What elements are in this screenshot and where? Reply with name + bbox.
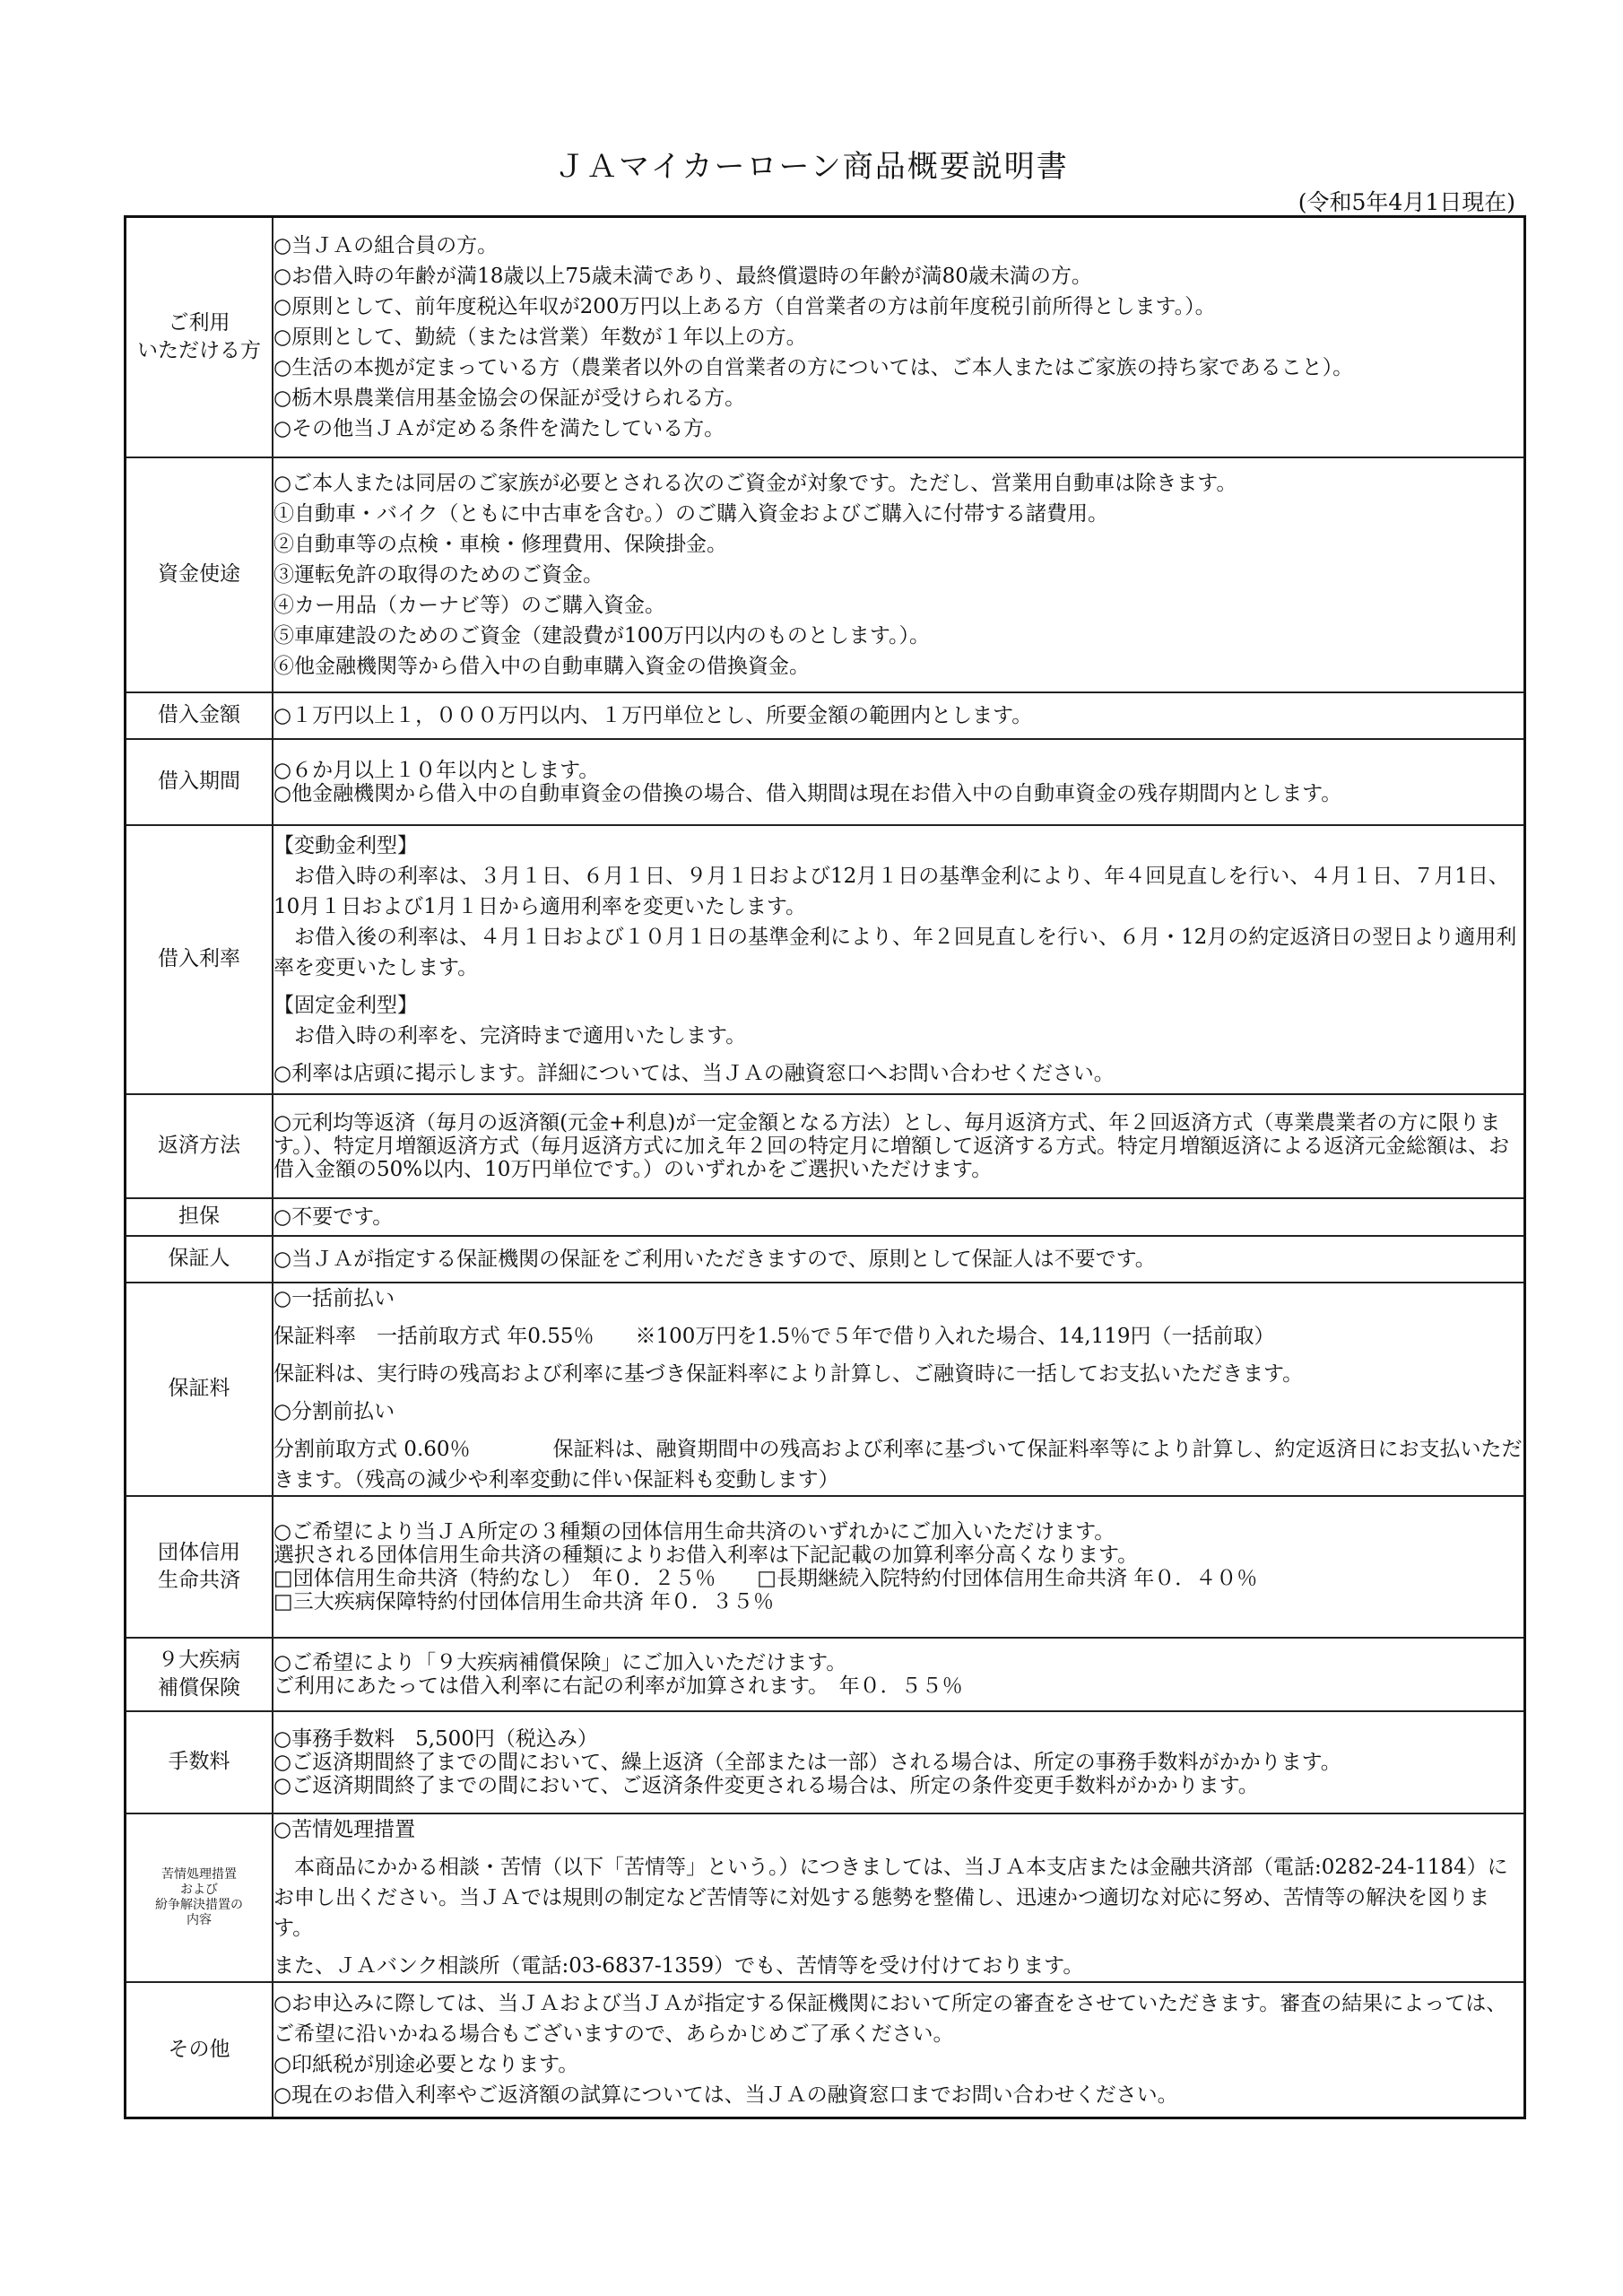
row-content xyxy=(273,1094,1525,1198)
content-line: ○不要です。 xyxy=(273,1205,394,1229)
content-line: □三大疾病保障特約付団体信用生命共済 年０．３５％ xyxy=(273,1589,775,1613)
content-line: ⑥他金融機関等から借入中の自動車購入資金の借換資金。 xyxy=(273,654,810,678)
label-text: いただける方 xyxy=(137,338,261,362)
content-line: ○ご返済期間終了までの間において、ご返済条件変更される場合は、所定の条件変更手数料がかかります。 xyxy=(273,1773,1259,1797)
content-line: ○元利均等返済（毎月の返済額(元金+利息)が一定金額となる方法）とし、毎月返済方式、年２回返済方式（専業農業者の方に限ります。）、特定月増額返済方式（毎月返済方式に加え年２回の特定月に増額して返済する方式。特定月増額返済による返済元金総額は、お借入金額の50%以内、10万円単位です。）のいずれかをご選択いただけます。 xyxy=(273,1110,1510,1181)
content-line: ○１万円以上１，０００万円以内、１万円単位とし、所要金額の範囲内とします。 xyxy=(273,703,1033,727)
row-fund-use xyxy=(126,457,1525,692)
content-line: ○その他当ＪＡが定める条件を満たしている方。 xyxy=(273,416,725,440)
label-text: 苦情処理措置 xyxy=(161,1866,237,1882)
label-text: 補償保険 xyxy=(158,1675,240,1700)
content-line: また、ＪＡバンク相談所（電話:03-6837-1359）でも、苦情等を受け付けております。 xyxy=(273,1953,1084,1978)
content-line: ○原則として、前年度税込年収が200万円以上ある方（自営業者の方は前年度税引前所得とします。）。 xyxy=(273,294,1216,318)
row-eligibility xyxy=(126,217,1525,457)
content-line: ○原則として、勤続（または営業）年数が１年以上の方。 xyxy=(273,325,807,349)
label-text: ９大疾病 xyxy=(158,1648,240,1672)
row-content xyxy=(273,1496,1525,1638)
row-repayment-method xyxy=(126,1094,1525,1198)
label-text: 返済方法 xyxy=(158,1134,240,1157)
document-title: ＪＡマイカーローン商品概要説明書 xyxy=(554,149,1069,185)
label-text: 保証人 xyxy=(168,1247,230,1270)
row-label xyxy=(126,1236,273,1283)
row-content xyxy=(273,739,1525,825)
row-label xyxy=(126,1638,273,1711)
row-content xyxy=(273,457,1525,692)
label-text: 団体信用 xyxy=(158,1540,240,1564)
content-line: ④カー用品（カーナビ等）のご購入資金。 xyxy=(273,593,665,617)
row-nine-disease-insurance xyxy=(126,1638,1525,1711)
content-line: ○ご希望により当ＪＡ所定の３種類の団体信用生命共済のいずれかにご加入いただけます。 xyxy=(273,1519,1115,1544)
content-line: ○苦情処理措置 xyxy=(273,1817,416,1841)
content-line: ○生活の本拠が定まっている方（農業者以外の自営業者の方については、ご本人またはご家族の持ち家であること）。 xyxy=(273,355,1354,379)
content-line: ⑤車庫建設のためのご資金（建設費が100万円以内のものとします。）。 xyxy=(273,623,931,648)
content-line: ○お申込みに際しては、当ＪＡおよび当ＪＡが指定する保証機関において所定の審査をさせていただきます。審査の結果によっては、ご希望に沿いかねる場合もございますので、あらかじめご了承ください。 xyxy=(273,1992,1507,2047)
content-line: ○他金融機関から借入中の自動車資金の借換の場合、借入期間は現在お借入中の自動車資金の残存期間内とします。 xyxy=(273,781,1342,805)
content-line: 保証料は、実行時の残高および利率に基づき保証料率により計算し、ご融資時に一括してお支払いただきます。 xyxy=(273,1361,1304,1386)
label-text: 保証料 xyxy=(168,1377,230,1400)
label-text: 生命共済 xyxy=(158,1568,240,1592)
row-guarantee-fee xyxy=(126,1283,1525,1496)
content-line: ○ご本人または同居のご家族が必要とされる次のご資金が対象です。ただし、営業用自動車は除きます。 xyxy=(273,471,1237,495)
row-other xyxy=(126,1982,1525,2118)
label-text: および xyxy=(180,1882,218,1897)
content-line: ○印紙税が別途必要となります。 xyxy=(273,2053,579,2077)
content-line: ご利用にあたっては借入利率に右記の利率が加算されます。 年０．５５％ xyxy=(273,1674,963,1698)
content-line: ○現在のお借入利率やご返済額の試算については、当ＪＡの融資窓口までお問い合わせください。 xyxy=(273,2083,1178,2108)
row-content xyxy=(273,1638,1525,1711)
content-line: ③運転免許の取得のためのご資金。 xyxy=(273,562,603,587)
content-line: ○当ＪＡが指定する保証機関の保証をご利用いただきますので、原則として保証人は不要です。 xyxy=(273,1247,1156,1271)
row-content xyxy=(273,1982,1525,2118)
row-label xyxy=(126,1094,273,1198)
row-label xyxy=(126,1198,273,1236)
content-line: ○ご返済期間終了までの間において、繰上返済（全部または一部）される場合は、所定の事務手数料がかかります。 xyxy=(273,1750,1341,1774)
row-loan-period xyxy=(126,739,1525,825)
label-text: ご利用 xyxy=(168,310,230,335)
row-content xyxy=(273,692,1525,739)
content-line: ○６か月以上１０年以内とします。 xyxy=(273,758,600,782)
row-label xyxy=(126,457,273,692)
row-content xyxy=(273,825,1525,1094)
content-line: ○当ＪＡの組合員の方。 xyxy=(273,233,499,257)
row-label xyxy=(126,1711,273,1813)
content-line: 分割前取方式 0.60％ 保証料は、融資期間中の残高および利率に基づいて保証料率等により計算し、約定返済日にお支払いただきます。（残高の減少や利率変動に伴い保証料も変動します） xyxy=(273,1437,1523,1492)
row-label xyxy=(126,825,273,1094)
row-label xyxy=(126,1982,273,2118)
label-text: 借入利率 xyxy=(158,947,240,970)
label-text: 借入金額 xyxy=(158,703,240,726)
row-content xyxy=(273,1198,1525,1236)
content-line: ○ご希望により「９大疾病補償保険」にご加入いただけます。 xyxy=(273,1650,847,1674)
content-line: ②自動車等の点検・車検・修理費用、保険掛金。 xyxy=(273,532,727,556)
row-content xyxy=(273,1813,1525,1982)
content-line: 本商品にかかる相談・苦情（以下「苦情等」という。）につきましては、当ＪＡ本支店または金融共済部（電話:0282-24-1184）にお申し出ください。当ＪＡでは規則の制定など苦情等に対処する態勢を整備し、迅速かつ適切な対応に努め、苦情等の解決を図ります。 xyxy=(273,1855,1508,1940)
row-label xyxy=(126,1813,273,1982)
content-line: ○栃木県農業信用基金協会の保証が受けられる方。 xyxy=(273,386,746,410)
as-of-date: (令和5年4月1日現在) xyxy=(1298,189,1515,215)
row-interest-rate xyxy=(126,825,1525,1094)
label-text: 手数料 xyxy=(168,1750,230,1773)
content-line: ①自動車・バイク（ともに中古車を含む。）のご購入資金およびご購入に付帯する諸費用。 xyxy=(273,501,1109,526)
row-label xyxy=(126,217,273,457)
content-line: ○一括前払い xyxy=(273,1286,395,1310)
label-text: 借入期間 xyxy=(158,770,240,793)
label-text: 内容 xyxy=(187,1912,212,1927)
row-guarantor xyxy=(126,1236,1525,1283)
label-text: 担保 xyxy=(178,1205,220,1228)
row-content xyxy=(273,1236,1525,1283)
row-content xyxy=(273,1283,1525,1496)
row-label xyxy=(126,739,273,825)
row-complaint-handling xyxy=(126,1813,1525,1982)
label-text: その他 xyxy=(168,2037,230,2061)
content-line: □団体信用生命共済（特約なし） 年０．２５％ □長期継続入院特約付団体信用生命共済 年０．４０％ xyxy=(273,1566,1258,1590)
content-line: お借入時の利率は、３月１日、６月１日、９月１日および12月１日の基準金利により、年４回見直しを行い、４月１日、７月1日、10月１日および1月１日から適用利率を変更いたします。 xyxy=(273,864,1509,918)
content-line: ○お借入時の年齢が満18歳以上75歳未満であり、最終償還時の年齢が満80歳未満の方。 xyxy=(273,264,1092,288)
product-summary-table xyxy=(124,215,1526,2119)
content-line: 選択される団体信用生命共済の種類によりお借入利率は下記記載の加算利率分高くなります。 xyxy=(273,1543,1139,1567)
label-text: 紛争解決措置の xyxy=(155,1897,243,1912)
row-content xyxy=(273,217,1525,457)
row-label xyxy=(126,1283,273,1496)
content-line: ○分割前払い xyxy=(273,1399,395,1423)
content-line: お借入時の利率を、完済時まで適用いたします。 xyxy=(273,1023,747,1048)
content-line: 保証料率 一括前取方式 年0.55％ ※100万円を1.5％で５年で借り入れた場合、14,119円（一括前取） xyxy=(273,1324,1275,1348)
content-line: お借入後の利率は、４月１日および１０月１日の基準金利により、年２回見直しを行い、６月・12月の約定返済日の翌日より適用利率を変更いたします。 xyxy=(273,925,1517,979)
content-line: 【変動金利型】 xyxy=(273,833,418,857)
content-line: 【固定金利型】 xyxy=(273,993,418,1017)
content-line: ○利率は店頭に掲示します。詳細については、当ＪＡの融資窓口へお問い合わせください。 xyxy=(273,1061,1115,1085)
row-loan-amount xyxy=(126,692,1525,739)
row-collateral xyxy=(126,1198,1525,1236)
row-group-credit-life xyxy=(126,1496,1525,1638)
row-fees xyxy=(126,1711,1525,1813)
row-content xyxy=(273,1711,1525,1813)
label-text: 資金使途 xyxy=(158,562,240,586)
row-label xyxy=(126,692,273,739)
content-line: ○事務手数料 5,500円（税込み） xyxy=(273,1726,598,1751)
row-label xyxy=(126,1496,273,1638)
